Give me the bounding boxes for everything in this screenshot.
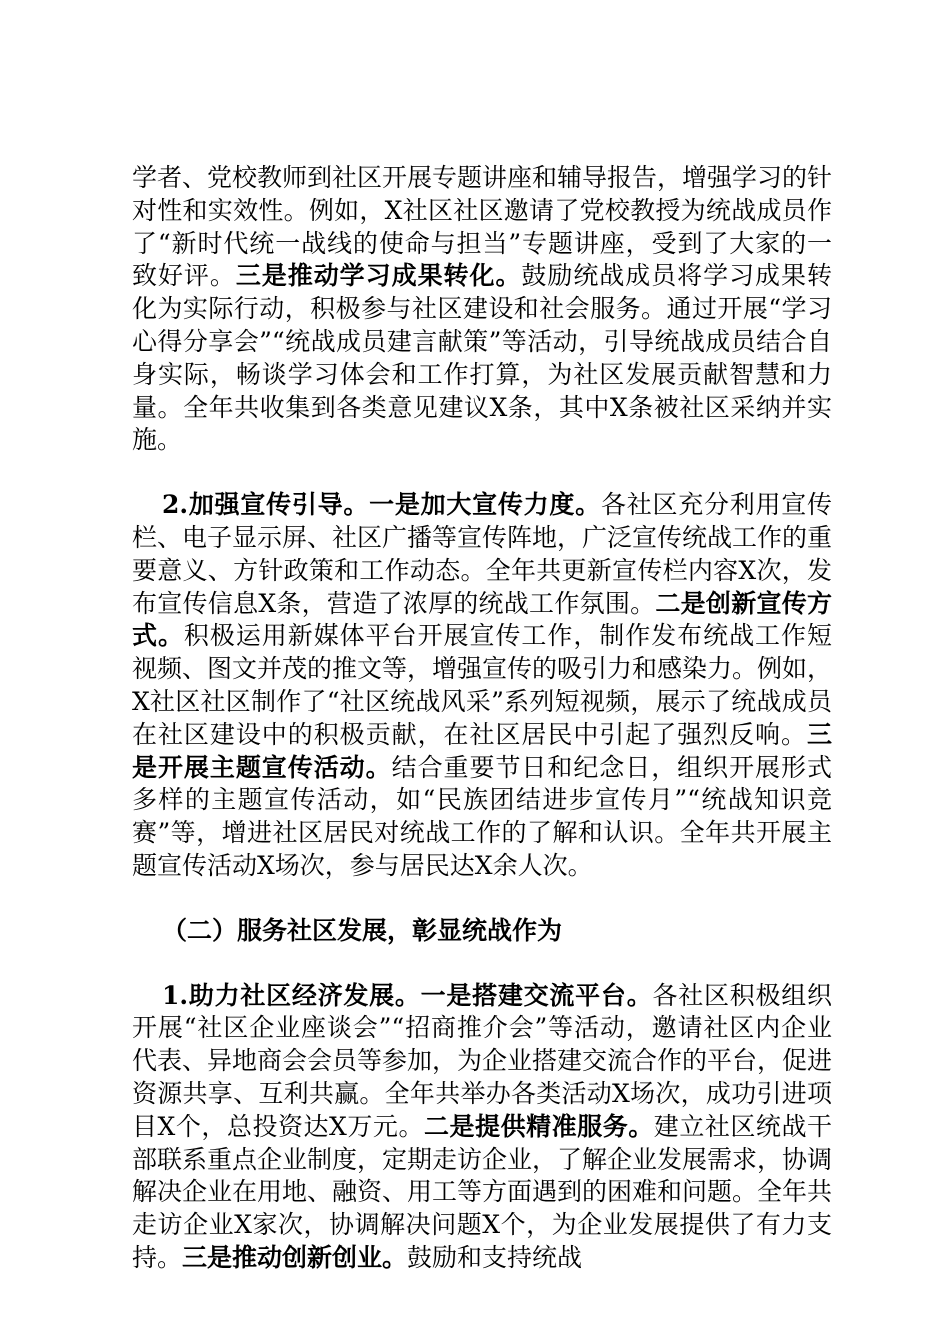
text-segment: 各社区积极组织开展“社区企业座谈会”“招商推介会”等活动，邀请社区内企业代表、异地商会会员等参加，为企业搭建交流合作的平台，促进资源共享、互利共赢。全年共举办各类活动X场次，成功引进项目X个，总投资达X万元。 [132,980,833,1141]
document-body [132,162,832,1275]
bold-subheading: 三是开展主题宣传活动。 [132,719,832,782]
bold-subheading: 二是创新宣传方式。 [132,588,832,651]
text-segment: 结合重要节日和纪念日，组织开展形式多样的主题宣传活动，如“民族团结进步宣传月”“统战知识竞赛”等，增进社区居民对统战工作的了解和认识。全年共开展主题宣传活动X场次，参与居民达X余人次。 [132,752,832,880]
section-heading: （二）服务社区发展，彰显统战作为 [162,915,563,945]
bold-subheading: 三是推动学习成果转化。 [235,261,522,291]
text-segment: 积极运用新媒体平台开展宣传工作，制作发布统战工作短视频、图文并茂的推文等，增强宣传的吸引力和感染力。例如，X社区社区制作了“社区统战风采”系列短视频，展示了统战成员在社区建设中的积极贡献，在社区居民中引起了强烈反响。 [132,621,833,749]
text-segment: 鼓励统战成员将学习成果转化为实际行动，积极参与社区建设和社会服务。通过开展“学习心得分享会”“统战成员建言献策”等活动，引导统战成员结合自身实际，畅谈学习体会和工作打算，为社区发展贡献智慧和力量。全年共收集到各类意见建议X条，其中X条被社区采纳并实施。 [132,261,832,455]
bold-subheading: 1.助力社区经济发展。一是搭建交流平台。 [162,980,653,1010]
paragraph-study-achievements [132,162,832,457]
paragraph-publicity-guidance [132,489,832,883]
text-segment: 各社区充分利用宣传栏、电子显示屏、社区广播等宣传阵地，广泛宣传统战工作的重要意义、方针政策和工作动态。全年共更新宣传栏内容X次，发布宣传信息X条，营造了浓厚的统战工作氛围。 [132,490,833,618]
paragraph-economic-development [132,980,832,1275]
bold-subheading: 二是提供精准服务。 [423,1111,654,1141]
text-segment: 建立社区统战干部联系重点企业制度，定期走访企业，了解企业发展需求，协调解决企业在用地、融资、用工等方面遇到的困难和问题。全年共走访企业X家次，协调解决问题X个，为企业发展提供了有力支持。 [132,1111,833,1272]
bold-subheading: 三是推动创新创业。 [182,1242,408,1272]
text-segment: 学者、党校教师到社区开展专题讲座和辅导报告，增强学习的针对性和实效性。例如，X社区社区邀请了党校教授为统战成员作了“新时代统一战线的使命与担当”专题讲座，受到了大家的一致好评。 [132,163,833,291]
bold-subheading: 2.加强宣传引导。一是加大宣传力度。 [162,490,601,520]
text-segment: 鼓励和支持统战 [407,1242,583,1272]
